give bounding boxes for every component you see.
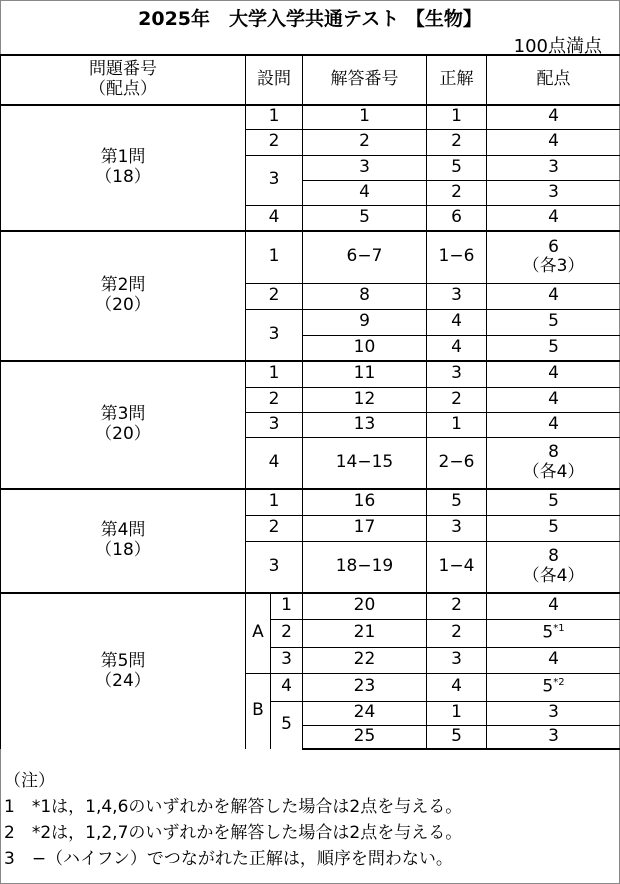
table-row [1,105,620,129]
header-points: 配点 [487,55,620,105]
notes [4,768,462,872]
correct-cell: 2 [427,129,487,155]
correct-cell: 1 [427,701,487,725]
setmon-cell: 4 [271,673,303,701]
setmon-cell: 1 [246,105,303,129]
section-cell: 第4問 （18） [1,489,246,593]
section-cell: 第1問 （18） [1,105,246,231]
correct-cell: 4 [427,309,487,335]
note-item: 1 *1は，1,4,6のいずれかを解答した場合は2点を与える。 [4,797,463,817]
points-cell: 3 [487,180,620,205]
setmon-cell: 1 [271,593,303,619]
setmon-cell: 3 [246,412,303,437]
points-cell: 4 [487,205,620,231]
answer-no-cell: 6−7 [303,231,427,283]
notes-heading: （注） [4,771,55,791]
setmon-cell: 2 [246,283,303,309]
table-row [1,593,620,619]
answer-no-cell: 21 [303,619,427,647]
points-cell: 5 [487,335,620,361]
setmon-cell: 4 [246,205,303,231]
points-cell: 3 [487,725,620,749]
page-title: 2025年 大学入学共通テスト 【生物】 [138,8,482,30]
section-cell: 第3問 （20） [1,361,246,489]
setmon-cell: 3 [246,155,303,205]
note-item: 2 *2は，1,2,7のいずれかを解答した場合は2点を与える。 [4,823,463,843]
setmon-cell: 2 [246,515,303,541]
points-cell: 4 [487,387,620,412]
answer-no-cell: 16 [303,489,427,515]
correct-cell: 3 [427,647,487,673]
correct-cell: 2−6 [427,437,487,489]
correct-cell: 3 [427,283,487,309]
answer-table [0,54,620,750]
table-row [1,231,620,283]
table-row [1,489,620,515]
correct-cell: 2 [427,619,487,647]
answer-no-cell: 25 [303,725,427,749]
header-correct: 正解 [427,55,487,105]
points-cell: 8 （各4） [487,541,620,593]
answer-no-cell: 10 [303,335,427,361]
correct-cell: 5 [427,489,487,515]
correct-cell: 1 [427,412,487,437]
setmon-cell: 4 [246,437,303,489]
correct-cell: 1 [427,105,487,129]
setmon-cell: 3 [246,309,303,361]
answer-no-cell: 18−19 [303,541,427,593]
points-cell: 6 （各3） [487,231,620,283]
points-cell: 4 [487,105,620,129]
section-cell: 第5問 （24） [1,593,246,749]
answer-no-cell: 3 [303,155,427,180]
answer-no-cell: 20 [303,593,427,619]
setmon-cell: 2 [246,387,303,412]
points-cell: 3 [487,701,620,725]
points-cell: 5 [487,309,620,335]
answer-no-cell: 11 [303,361,427,387]
points-cell: 5 [487,515,620,541]
header-row [1,55,620,105]
correct-cell: 2 [427,180,487,205]
setmon-cell: 1 [246,361,303,387]
correct-cell: 1−4 [427,541,487,593]
setmon-cell: 1 [246,489,303,515]
answer-no-cell: 4 [303,180,427,205]
points-cell: 5$^{*2}$ [487,673,620,701]
answer-no-cell: 1 [303,105,427,129]
note-item: 3 −（ハイフン）でつながれた正解は，順序を問わない。 [4,849,453,869]
setmon-cell: 1 [246,231,303,283]
header-problem: 問題番号 （配点） [1,55,246,105]
answer-no-cell: 14−15 [303,437,427,489]
header-setmon: 設問 [246,55,303,105]
correct-cell: 5 [427,725,487,749]
answer-no-cell: 2 [303,129,427,155]
table-row [1,361,620,387]
points-cell: 5 [487,489,620,515]
header-answer-no: 解答番号 [303,55,427,105]
points-cell: 3 [487,155,620,180]
points-cell: 4 [487,283,620,309]
correct-cell: 2 [427,387,487,412]
correct-cell: 3 [427,515,487,541]
correct-cell: 4 [427,335,487,361]
answer-no-cell: 8 [303,283,427,309]
setmon-cell: 3 [246,541,303,593]
points-cell: 8 （各4） [487,437,620,489]
setmon-cell: 2 [271,619,303,647]
points-cell: 5$^{*1}$ [487,619,620,647]
correct-cell: 6 [427,205,487,231]
footnote-mark: *1 [553,622,565,634]
answer-no-cell: 17 [303,515,427,541]
correct-cell: 4 [427,673,487,701]
answer-no-cell: 24 [303,701,427,725]
group-label-a: A [246,593,271,673]
answer-no-cell: 22 [303,647,427,673]
correct-cell: 1−6 [427,231,487,283]
answer-no-cell: 5 [303,205,427,231]
section-cell: 第2問 （20） [1,231,246,361]
points-cell: 4 [487,647,620,673]
answer-no-cell: 9 [303,309,427,335]
group-label-b: B [246,673,271,749]
setmon-cell: 2 [246,129,303,155]
setmon-cell: 5 [271,701,303,749]
correct-cell: 5 [427,155,487,180]
points-cell: 4 [487,593,620,619]
answer-no-cell: 23 [303,673,427,701]
footnote-mark: *2 [553,676,565,688]
points-cell: 4 [487,412,620,437]
answer-no-cell: 13 [303,412,427,437]
points-cell: 4 [487,361,620,387]
full-score-label: 100点満点 [513,36,602,57]
correct-cell: 3 [427,361,487,387]
setmon-cell: 3 [271,647,303,673]
points-cell: 4 [487,129,620,155]
answer-no-cell: 12 [303,387,427,412]
correct-cell: 2 [427,593,487,619]
